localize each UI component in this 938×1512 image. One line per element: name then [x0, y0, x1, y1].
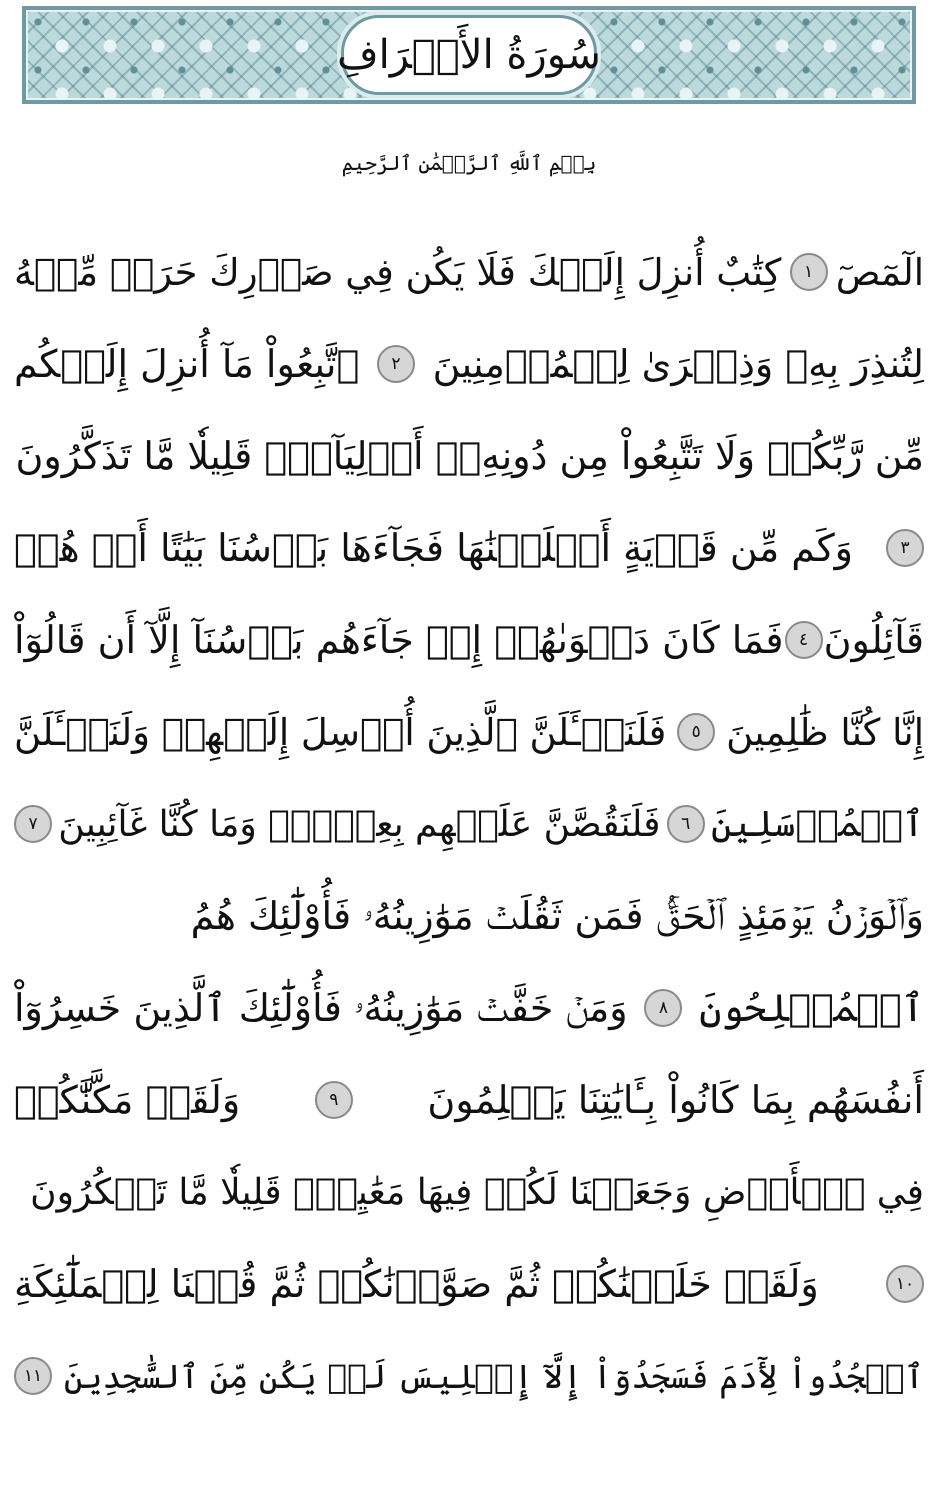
verse-text: ٱلۡمُرۡسَلِينَ [711, 803, 924, 845]
verse-line [14, 318, 924, 410]
ayah-number-marker: ١٠ [886, 1265, 924, 1303]
ayah-number-marker: ٥ [677, 713, 715, 751]
surah-title: سُورَةُ الأَعۡرَافِ [337, 32, 601, 78]
verse-line [14, 778, 924, 870]
ayah-number-marker: ٣ [886, 529, 924, 567]
verse-line [14, 1146, 924, 1238]
verse-text: وَكَم مِّن قَرۡيَةٍ أَهۡلَكۡنَٰهَا فَجَآءَهَا بَأۡسُنَا بَيَٰتًا أَوۡ هُمۡ [14, 526, 854, 570]
verse-text: لِتُنذِرَ بِهِۦ وَذِكۡرَىٰ لِلۡمُؤۡمِنِينَ [432, 342, 924, 386]
verse-text: فَلَنَقُصَّنَّ عَلَيۡهِم بِعِلۡمٖۖ وَمَا كُنَّا غَآئِبِينَ [58, 803, 661, 845]
ayah-number-marker: ٤ [785, 621, 823, 659]
verse-text: وَلَقَدۡ مَكَّنَّٰكُمۡ [14, 1078, 241, 1122]
verse-line [14, 1054, 924, 1146]
ayah-number-marker: ١ [790, 253, 828, 291]
ayah-number-marker: ٩ [315, 1081, 353, 1119]
verse-text: مِّن رَّبِّكُمۡ وَلَا تَتَّبِعُواْ مِن دُونِهِۦٓ أَوۡلِيَآءَۗ قَلِيلٗا مَّا تَذَكَّرُونَ [15, 434, 924, 478]
ayah-number-marker: ١١ [14, 1357, 52, 1395]
verse-line [14, 686, 924, 778]
verse-text: أَنفُسَهُم بِمَا كَانُواْ بِـَٔايَٰتِنَا يَظۡلِمُونَ [427, 1078, 924, 1122]
verse-text: وَمَنۡ خَفَّتۡ مَوَٰزِينُهُۥ فَأُوْلَٰٓئِكَ ٱلَّذِينَ خَسِرُوٓاْ [14, 985, 628, 1030]
ayah-number-marker: ٨ [644, 989, 682, 1027]
verse-line [14, 594, 924, 686]
ayah-number-marker: ٢ [377, 345, 415, 383]
verse-text: وَلَقَدۡ خَلَقۡنَٰكُمۡ ثُمَّ صَوَّرۡنَٰكُمۡ ثُمَّ قُلۡنَا لِلۡمَلَٰٓئِكَةِ [14, 1262, 819, 1306]
surah-title-frame [337, 15, 601, 95]
ayah-number-marker: ٦ [667, 805, 705, 843]
verse-text: ٱتَّبِعُواْ مَآ أُنزِلَ إِلَيۡكُم [14, 342, 360, 386]
verse-line [14, 870, 924, 962]
verse-text: ٱسۡجُدُواْ لِأٓدَمَ فَسَجَدُوٓاْ إِلَّآ إِبۡلِيسَ لَمۡ يَكُن مِّنَ ٱلسَّٰجِدِينَ [63, 1356, 924, 1396]
verse-text: وَٱلۡوَزۡنُ يَوۡمَئِذٍ ٱلۡحَقُّۚ فَمَن ثَقُلَتۡ مَوَٰزِينُهُۥ فَأُوْلَٰٓئِكَ هُمُ [190, 893, 924, 938]
verse-line [14, 1330, 924, 1422]
verse-line [14, 502, 924, 594]
verse-lines [14, 226, 924, 1422]
verse-text: كِتَٰبٌ أُنزِلَ إِلَيۡكَ فَلَا يَكُن فِي صَدۡرِكَ حَرَجٞ مِّنۡهُ [14, 250, 782, 294]
verse-text: إِنَّا كُنَّا ظَٰلِمِينَ [726, 710, 924, 754]
verse-line [14, 1238, 924, 1330]
verse-text: ٱلۡمُفۡلِحُونَ [699, 986, 924, 1030]
verse-text: قَآئِلُونَ [823, 618, 924, 662]
verse-text: فَمَا كَانَ دَعۡوَىٰهُمۡ إِذۡ جَآءَهُم بَأۡسُنَآ إِلَّآ أَن قَالُوٓاْ [14, 618, 784, 662]
verse-line [14, 410, 924, 502]
ayah-number-marker: ٧ [14, 805, 52, 843]
verse-line [14, 962, 924, 1054]
surah-header-banner [22, 6, 916, 104]
verse-line [14, 226, 924, 318]
verse-text: الٓمٓصٓ [835, 250, 924, 294]
verse-text: فَلَنَسۡـَٔلَنَّ ٱلَّذِينَ أُرۡسِلَ إِلَيۡهِمۡ وَلَنَسۡـَٔلَنَّ [14, 710, 667, 754]
basmala: بِسۡمِ ٱللَّهِ ٱلرَّحۡمَٰنِ ٱلرَّحِيمِ [341, 151, 597, 175]
verse-text: فِي ٱلۡأَرۡضِ وَجَعَلۡنَا لَكُمۡ فِيهَا مَعَٰيِشَۗ قَلِيلٗا مَّا تَشۡكُرُونَ [30, 1171, 924, 1213]
